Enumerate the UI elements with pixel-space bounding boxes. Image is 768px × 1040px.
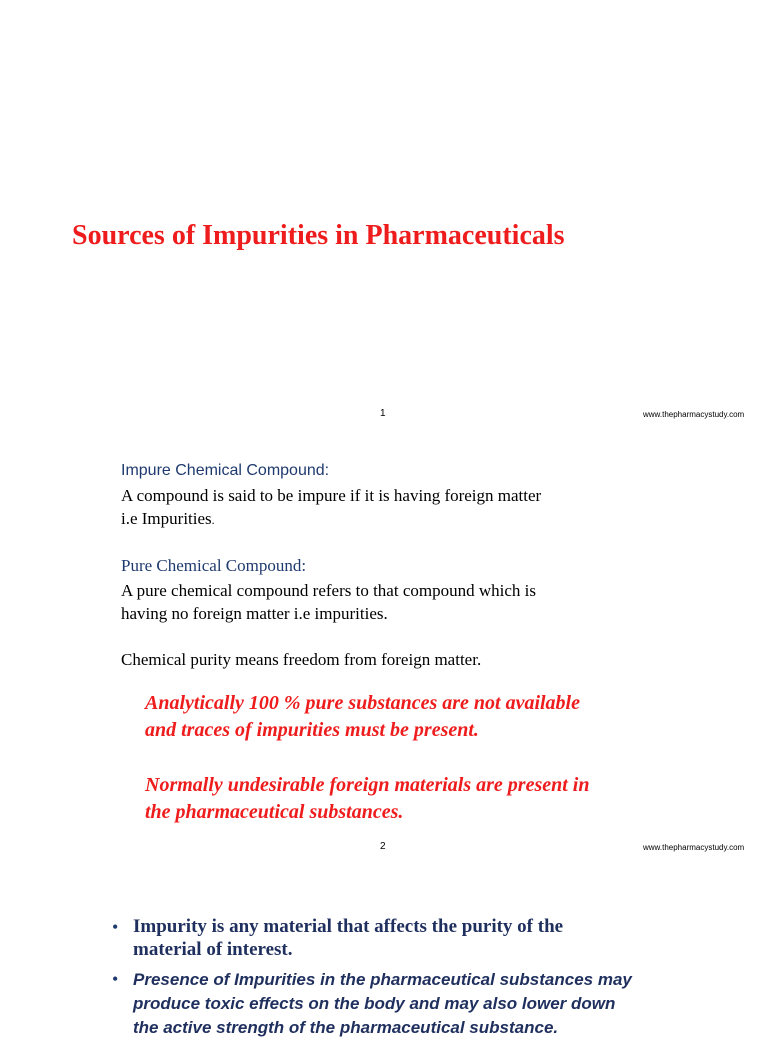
footer-url-2: www.thepharmacystudy.com	[643, 843, 745, 852]
chemical-purity-sentence: Chemical purity means freedom from foreign matter.	[121, 650, 482, 669]
bullet-2-line-2: produce toxic effects on the body and may also lower down	[133, 994, 616, 1013]
foreign-materials-line-2: the pharmaceutical substances.	[145, 801, 404, 823]
pure-definition-line-1: A pure chemical compound refers to that compound which is	[121, 581, 536, 600]
pure-compound-heading: Pure Chemical Compound:	[121, 556, 307, 575]
pure-definition-line-2: having no foreign matter i.e impurities.	[121, 604, 388, 623]
impure-definition-period: .	[211, 513, 215, 527]
foreign-materials-line-1: Normally undesirable foreign materials are present in	[145, 774, 590, 796]
bullet-item-impurity	[133, 915, 563, 961]
footer-url-1: www.thepharmacystudy.com	[643, 410, 745, 419]
bullet-icon: •	[112, 917, 119, 937]
page-number-2: 2	[380, 841, 386, 852]
page-number-1: 1	[380, 408, 386, 419]
slide-title: Sources of Impurities in Pharmaceuticals	[72, 220, 565, 251]
impure-definition-text: i.e Impurities	[121, 509, 212, 528]
analytical-purity-line-2: and traces of impurities must be present.	[145, 719, 479, 741]
bullet-icon: •	[112, 969, 119, 989]
impure-compound-heading: Impure Chemical Compound:	[121, 462, 330, 479]
analytical-purity-line-1: Analytically 100 % pure substances are not available	[145, 692, 580, 714]
impure-definition-line-1: A compound is said to be impure if it is having foreign matter	[121, 486, 542, 505]
bullet-2-line-1: Presence of Impurities in the pharmaceutical substances may	[133, 970, 632, 989]
bullet-2-line-3: the active strength of the pharmaceutical substance.	[133, 1018, 559, 1037]
bullet-1-line-2: material of interest.	[133, 939, 293, 960]
bullet-1-line-1: Impurity is any material that affects the purity of the	[133, 916, 564, 937]
bullet-item-toxic-effects	[133, 968, 632, 1040]
impure-definition-line-2	[121, 507, 215, 532]
